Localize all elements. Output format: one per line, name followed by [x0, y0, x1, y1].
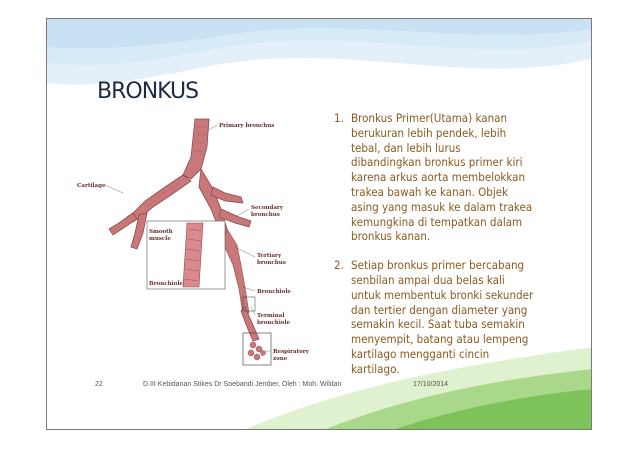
label-cartilage: Cartilage — [77, 183, 106, 189]
bronchial-tree-figure — [75, 117, 317, 369]
label-secondary-bronchus: Secondary bronchus — [251, 205, 283, 218]
footer-date: 17/10/2014 — [413, 381, 449, 388]
label-bronchiole-inset: Bronchiole — [149, 281, 183, 287]
list-item — [334, 111, 570, 244]
item-number: 2. — [334, 258, 344, 273]
label-bronchiole: Bronchiole — [257, 289, 291, 295]
label-smooth-muscle: Smooth muscle — [149, 229, 173, 242]
label-primary-bronchus: Primary bronchus — [219, 123, 275, 129]
page-number: 22 — [95, 381, 103, 388]
footer-credit: D.III Kebidanan Stikes Dr Soebandi Jember, Oleh : Moh. Wildan — [143, 381, 342, 388]
list-item — [334, 258, 570, 376]
bronchial-tree-illustration — [75, 117, 317, 369]
label-terminal-bronchiole: Terminal bronchiole — [257, 313, 291, 326]
slide — [46, 18, 592, 430]
item-number: 1. — [334, 111, 344, 125]
label-tertiary-bronchus: Tertiary bronchus — [257, 253, 286, 266]
item-text: Bronkus Primer(Utama) kanan berukuran lebih pendek, lebih tebal, dan lebih lurus dibandingkan bronkus primer kiri karena arkus aorta membelokkan trakea bawah ke kanan. Objek asing yang masuk ke dalam trakea kemungkina di tempatkan dalam bronkus kanan. — [351, 111, 533, 244]
item-text: Setiap bronkus primer bercabang senbilan ampai dua belas kali untuk membentuk bronki sekunder dan tertier dengan diameter yang semakin kecil. Saat tuba semakin menyempit, batang atau lempeng kartilago mengganti cincin kartilago. — [351, 258, 534, 376]
content-list — [334, 111, 570, 391]
respiratory-zone-alveoli — [248, 342, 266, 360]
label-respiratory-zone: Respiratory zone — [273, 349, 309, 362]
slide-title: BRONKUS — [97, 79, 199, 104]
